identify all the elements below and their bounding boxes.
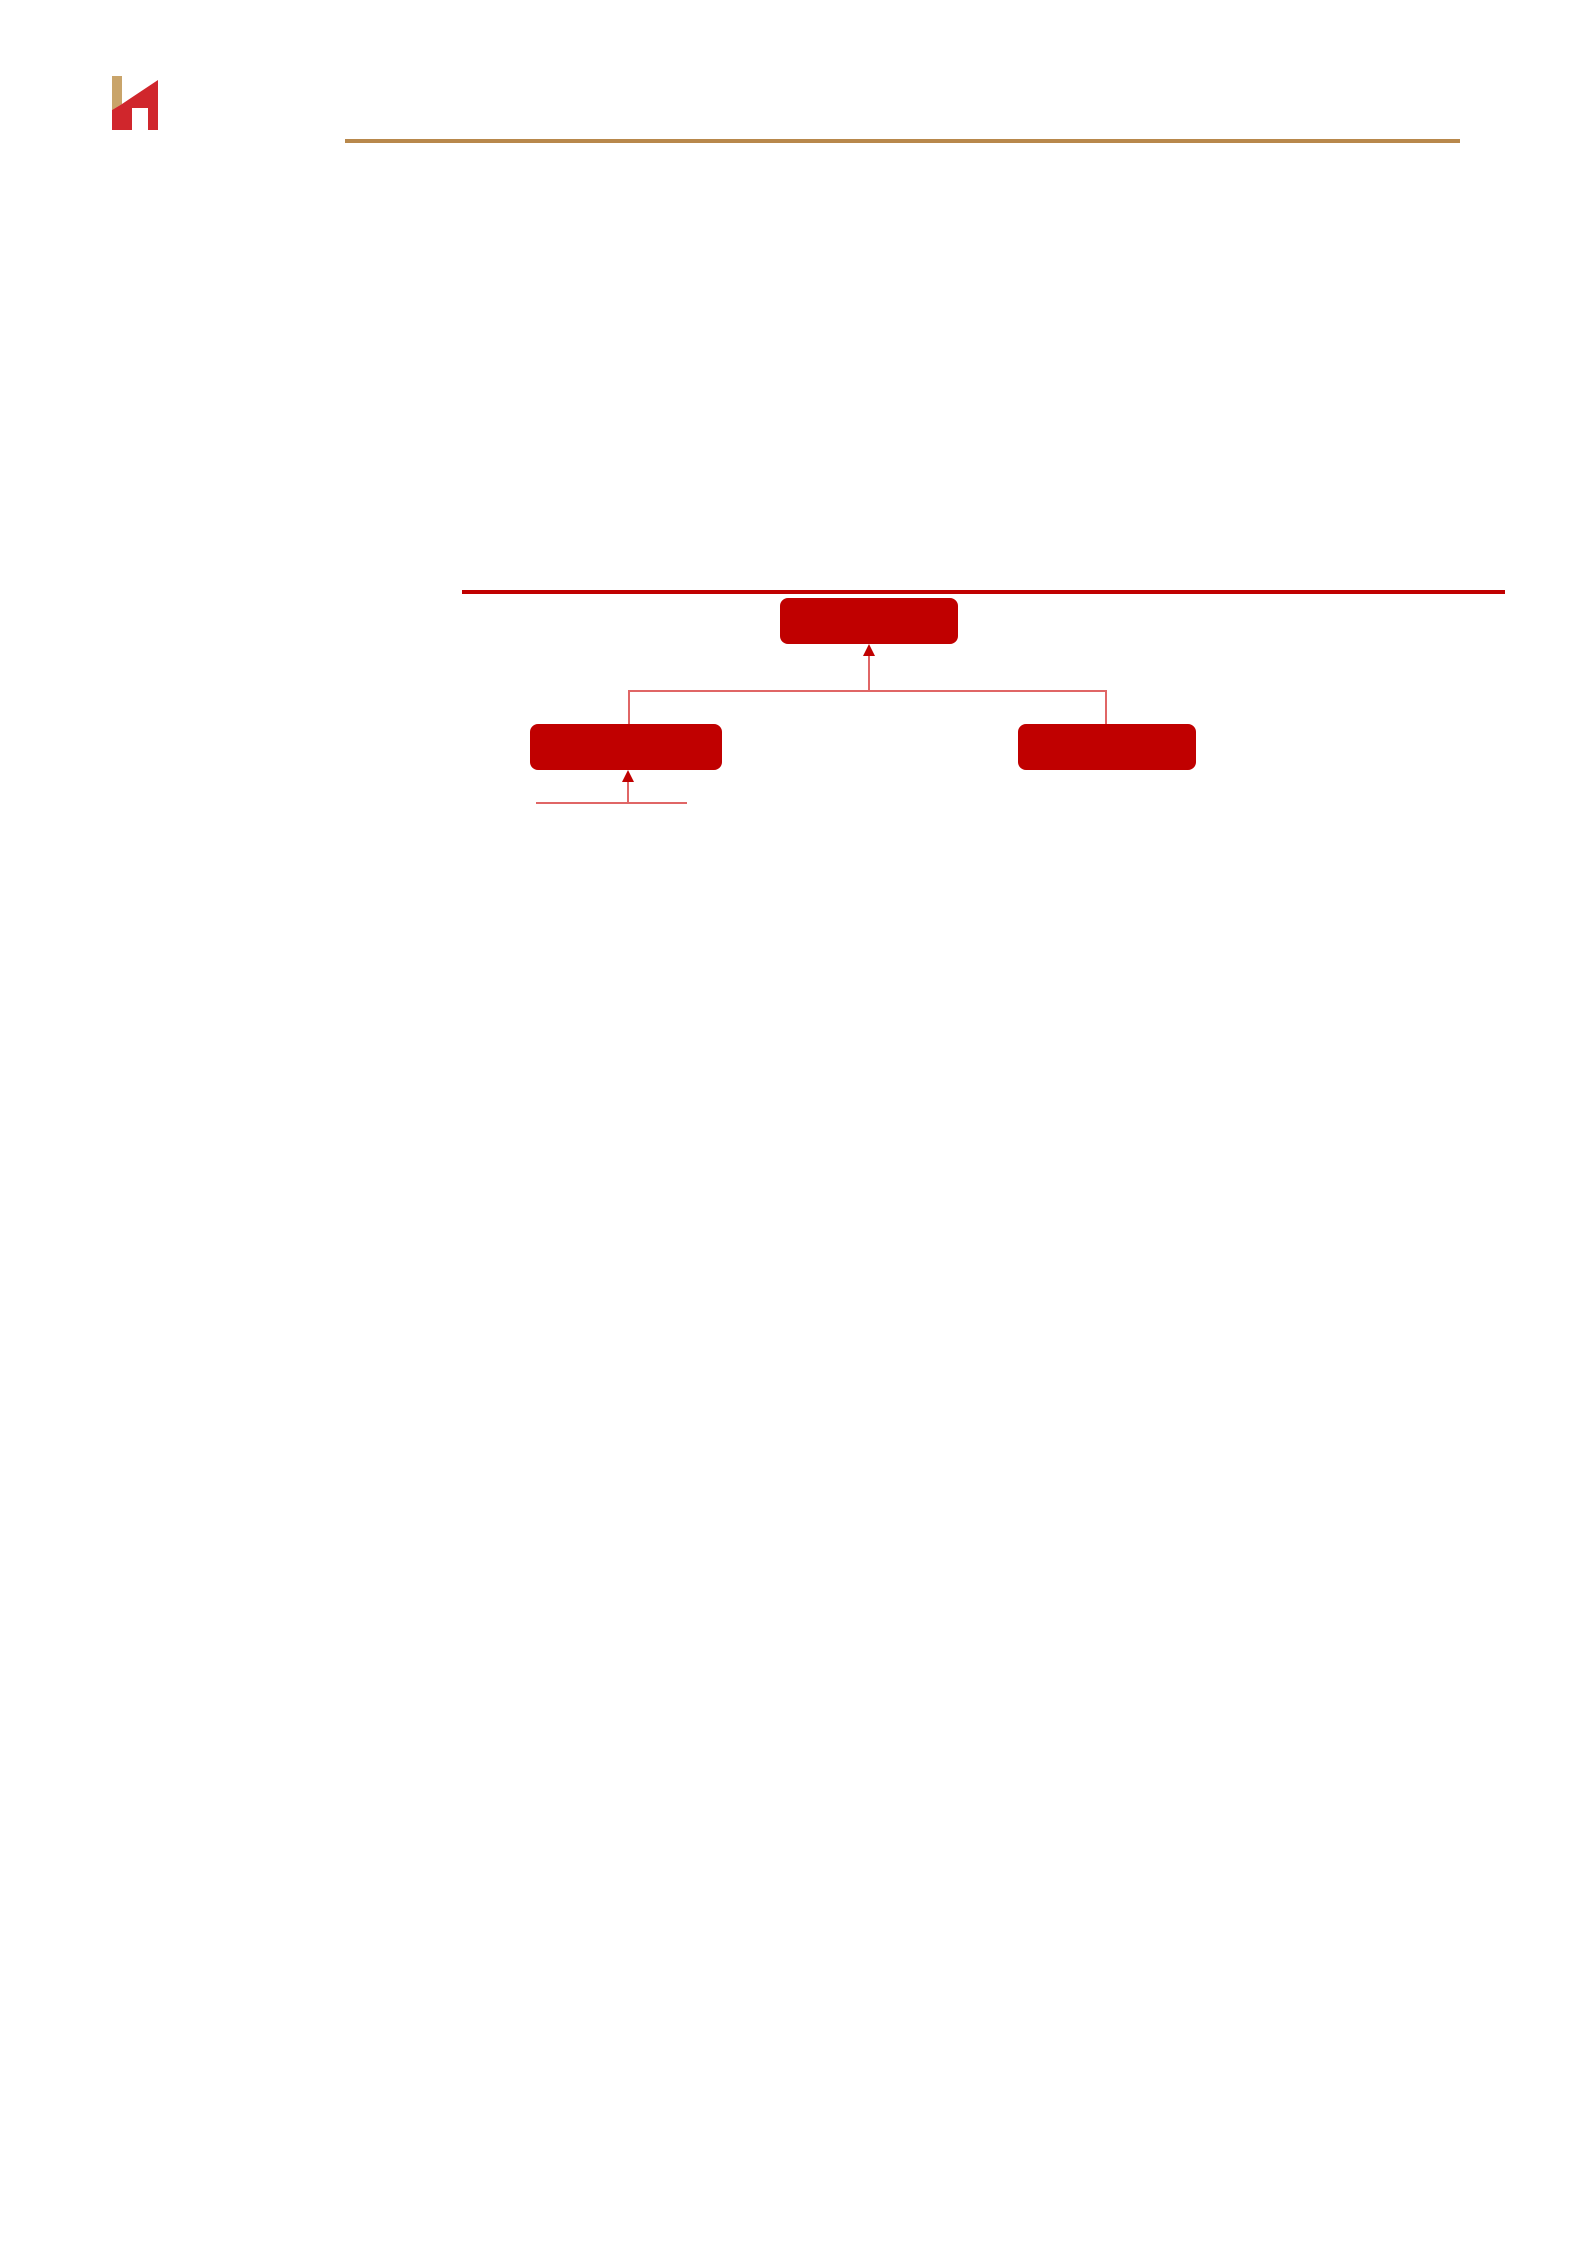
connector (1105, 690, 1107, 724)
huaxi-logo-icon (112, 76, 164, 130)
root-node-talent-reserve (780, 598, 958, 644)
connector (628, 690, 1106, 692)
talent-reserve-diagram (462, 594, 1505, 1158)
connector (628, 690, 630, 724)
connector (536, 802, 687, 804)
arrow-up-icon (622, 770, 634, 782)
header-divider (345, 139, 1460, 143)
node-talent-increment (530, 724, 722, 770)
node-talent-stock (1018, 724, 1196, 770)
arrow-up-icon (863, 644, 875, 656)
connector (868, 656, 870, 690)
connector (627, 782, 629, 802)
